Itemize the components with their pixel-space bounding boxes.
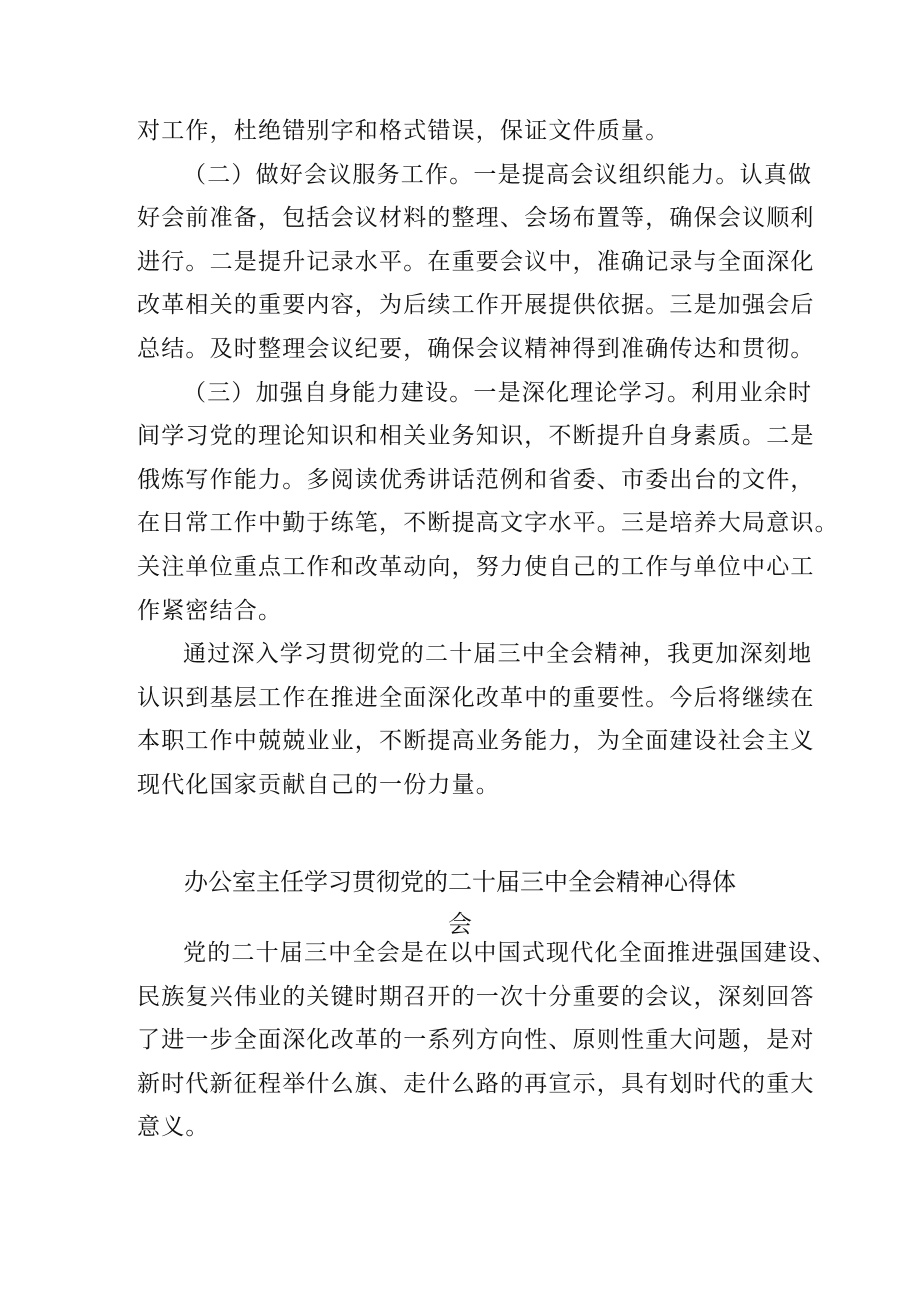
paragraph-heading-line: （二）做好会议服务工作。一是提高会议组织能力。认真做 <box>183 161 813 188</box>
text-line: 认识到基层工作在推进全面深化改革中的重要性。今后将继续在 <box>137 684 815 711</box>
text-line: 现代化国家贡献自己的一份力量。 <box>137 771 500 798</box>
text-line: 在日常工作中勤于练笔，不断提高文字水平。三是培养大局意识。 <box>137 510 839 537</box>
text-line: 本职工作中兢兢业业，不断提高业务能力，为全面建设社会主义 <box>137 728 815 755</box>
text-line: 意义。 <box>137 1114 210 1141</box>
text-line: 改革相关的重要内容，为后续工作开展提供依据。三是加强会后 <box>137 292 815 319</box>
text-line: 民族复兴伟业的关键时期召开的一次十分重要的会议，深刻回答 <box>137 983 815 1010</box>
article-title-continued: 会 <box>448 910 472 938</box>
text-line: 进行。二是提升记录水平。在重要会议中，准确记录与全面深化 <box>137 248 815 275</box>
text-line: 间学习党的理论知识和相关业务知识，不断提升自身素质。二是 <box>137 423 815 450</box>
paragraph-start-line: 党的二十届三中全会是在以中国式现代化全面推进强国建设、 <box>183 940 837 966</box>
text-line: 俄炼写作能力。多阅读优秀讲话范例和省委、市委出台的文件， <box>137 466 815 493</box>
body-section-2 <box>137 932 837 1150</box>
text-line: 作紧密结合。 <box>137 597 283 624</box>
text-line: 总结。及时整理会议纪要，确保会议精神得到准确传达和贯彻。 <box>137 335 815 362</box>
text-line: 新时代新征程举什么旗、走什么路的再宣示，具有划时代的重大 <box>137 1070 815 1097</box>
paragraph-start-line: 通过深入学习贯彻党的二十届三中全会精神，我更加深刻地 <box>183 641 813 668</box>
text-line: 关注单位重点工作和改革动向，努力使自己的工作与单位中心工 <box>137 553 815 580</box>
body-section-1 <box>137 110 839 808</box>
text-line: 了进一步全面深化改革的一系列方向性、原则性重大问题，是对 <box>137 1027 815 1054</box>
paragraph-heading-line: （三）加强自身能力建设。一是深化理论学习。利用业余时 <box>183 379 813 406</box>
article-title: 办公室主任学习贯彻党的二十届三中全会精神心得体 <box>184 868 736 896</box>
text-line: 对工作，杜绝错别字和格式错误，保证文件质量。 <box>137 118 670 144</box>
text-line: 好会前准备，包括会议材料的整理、会场布置等，确保会议顺利 <box>137 205 815 232</box>
